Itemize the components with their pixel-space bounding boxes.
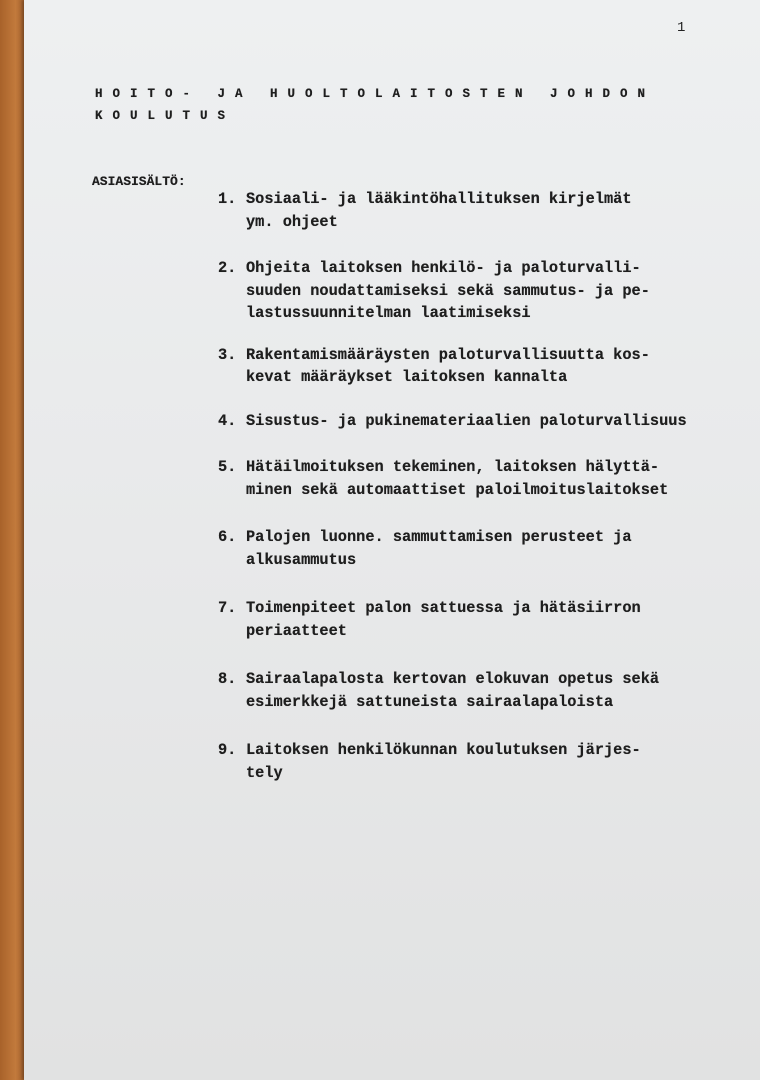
page-number: 1 xyxy=(677,20,686,36)
list-item-number: 7. xyxy=(218,599,237,617)
list-item-text: Palojen luonne. sammuttamisen perusteet ja xyxy=(246,528,632,546)
list-item-number: 5. xyxy=(218,458,237,476)
list-item-text: kevat määräykset laitoksen kannalta xyxy=(246,368,568,386)
list-item-text: minen sekä automaattiset paloilmoituslaitokset xyxy=(246,481,669,499)
list-item-text: alkusammutus xyxy=(246,551,357,569)
document-title-line-1: HOITO- JA HUOLTOLAITOSTEN JOHDON xyxy=(95,87,656,101)
list-item-number: 3. xyxy=(218,346,237,364)
list-item-text: Toimenpiteet palon sattuessa ja hätäsiirron xyxy=(246,599,641,617)
section-label: ASIASISÄLTÖ: xyxy=(92,174,186,189)
list-item-text: tely xyxy=(246,764,283,782)
list-item-text: periaatteet xyxy=(246,622,347,640)
list-item-number: 1. xyxy=(218,190,237,208)
list-item-number: 8. xyxy=(218,670,237,688)
binder-edge xyxy=(0,0,26,1080)
list-item-text: lastussuunnitelman laatimiseksi xyxy=(246,304,531,322)
list-item-text: esimerkkejä sattuneista sairaalapaloista xyxy=(246,693,614,711)
list-item-text: Rakentamismääräysten paloturvallisuutta kos- xyxy=(246,346,650,364)
list-item-text: Ohjeita laitoksen henkilö- ja paloturvalli- xyxy=(246,259,641,277)
list-item-text: Laitoksen henkilökunnan koulutuksen järjes- xyxy=(246,741,641,759)
list-item-text: Sisustus- ja pukinemateriaalien paloturvallisuus xyxy=(246,412,687,430)
list-item-text: ym. ohjeet xyxy=(246,213,338,231)
list-item-number: 4. xyxy=(218,412,237,430)
list-item-number: 9. xyxy=(218,741,237,759)
list-item-number: 6. xyxy=(218,528,237,546)
list-item-text: Sairaalapalosta kertovan elokuvan opetus sekä xyxy=(246,670,660,688)
list-item-number: 2. xyxy=(218,259,237,277)
list-item-text: Sosiaali- ja lääkintöhallituksen kirjelmät xyxy=(246,190,632,208)
list-item-text: Hätäilmoituksen tekeminen, laitoksen hälyttä- xyxy=(246,458,660,476)
list-item-text: suuden noudattamiseksi sekä sammutus- ja pe- xyxy=(246,282,650,300)
document-title-line-2: KOULUTUS xyxy=(95,109,236,123)
